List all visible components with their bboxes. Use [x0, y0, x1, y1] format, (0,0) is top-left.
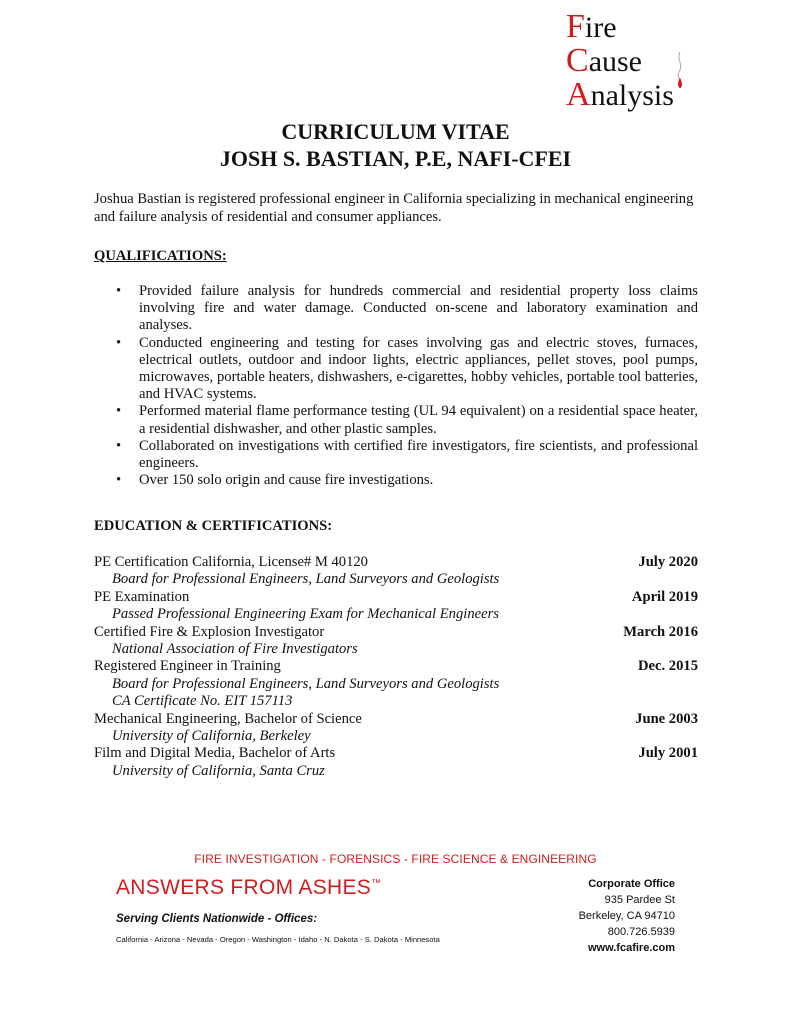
logo-letter-f: F: [566, 8, 585, 45]
logo-letter-a: A: [566, 76, 591, 113]
entry-title: Mechanical Engineering, Bachelor of Science: [94, 710, 362, 727]
logo-word-analysis: nalysis: [590, 79, 674, 112]
entry-title: PE Examination: [94, 588, 190, 605]
entry-detail: University of California, Santa Cruz: [112, 762, 325, 779]
bullet-icon: •: [116, 283, 122, 299]
entry-title: Registered Engineer in Training: [94, 658, 281, 675]
bullet-icon: •: [116, 472, 122, 489]
intro-paragraph: Joshua Bastian is registered professional engineer in California specializing in mechanical engineering and failure analysis of residential and consumer appliances.: [94, 191, 694, 225]
trademark-symbol: ™: [371, 878, 382, 889]
fire-cause-analysis-logo: [566, 10, 706, 114]
list-item: • Over 150 solo origin and cause fire investigations.: [116, 472, 434, 489]
education-list: [94, 554, 698, 780]
entry-date: Dec. 2015: [638, 658, 698, 675]
entry-title: Certified Fire & Explosion Investigator: [94, 623, 325, 640]
corporate-phone: 800.726.5939: [607, 926, 675, 938]
list-item: • Collaborated on investigations with certified fire investigators, fire scientists, and professional engineers.: [116, 437, 698, 472]
education-heading: EDUCATION & CERTIFICATIONS:: [94, 518, 333, 534]
logo-letter-c: C: [566, 42, 589, 79]
entry-detail: University of California, Berkeley: [112, 728, 311, 745]
candidate-name: JOSH S. BASTIAN, P.E, NAFI-CFEI: [219, 146, 572, 171]
corporate-website: www.fcafire.com: [587, 942, 675, 954]
education-entry: [94, 624, 698, 659]
entry-date: July 2020: [638, 554, 698, 570]
bullet-icon: •: [116, 403, 122, 420]
serving-clients-text: Serving Clients Nationwide - Offices:: [116, 913, 318, 925]
answers-from-ashes-slogan: ANSWERS FROM ASHES™: [116, 876, 382, 899]
education-entry: [94, 658, 698, 710]
entry-detail: Passed Professional Engineering Exam for Mechanical Engineers: [112, 606, 499, 623]
education-entry: [94, 589, 698, 624]
logo-word-fire: ire: [584, 11, 617, 44]
list-item: • Performed material flame performance testing (UL 94 equivalent) on a residential space heater, a residential dishwasher, and other plastic samples.: [116, 403, 698, 437]
office-states-list: California - Arizona - Nevada - Oregon - Washington - Idaho - N. Dakota - S. Dakota - Minnesota: [116, 935, 440, 944]
entry-date: June 2003: [635, 710, 698, 727]
education-entry: [94, 554, 698, 589]
entry-date: July 2001: [638, 745, 698, 762]
entry-title: PE Certification California, License# M 40120: [94, 554, 368, 570]
corporate-city: Berkeley, CA 94710: [578, 910, 675, 922]
entry-title: Film and Digital Media, Bachelor of Arts: [94, 745, 336, 762]
entry-detail: CA Certificate No. EIT 157113: [112, 693, 293, 710]
education-entry: [94, 711, 698, 746]
qualifications-list: [94, 283, 698, 489]
entry-date: March 2016: [623, 623, 698, 640]
qualifications-heading: QUALIFICATIONS:: [94, 248, 227, 264]
entry-detail: Board for Professional Engineers, Land Surveyors and Geologists: [112, 675, 500, 692]
corporate-office-block: [555, 876, 675, 956]
document-title: CURRICULUM VITAE: [281, 119, 510, 144]
corporate-street: 935 Pardee St: [604, 894, 675, 906]
corporate-office-title: Corporate Office: [588, 878, 675, 890]
entry-detail: National Association of Fire Investigators: [112, 641, 358, 658]
flame-icon: [674, 50, 686, 90]
bullet-icon: •: [116, 437, 122, 454]
entry-date: April 2019: [631, 588, 698, 605]
education-entry: [94, 745, 698, 780]
footer-tagline: FIRE INVESTIGATION - FORENSICS - FIRE SCIENCE & ENGINEERING: [194, 852, 597, 866]
logo-word-cause: ause: [588, 45, 642, 78]
entry-detail: Board for Professional Engineers, Land Surveyors and Geologists: [112, 571, 500, 588]
list-item: • Provided failure analysis for hundreds commercial and residential property loss claims involving fire and water damage. Conducted on-scene and laboratory examination and analyses.: [116, 283, 698, 334]
list-item: • Conducted engineering and testing for cases involving gas and electric stoves, furnaces, electrical outlets, outdoor and indoor lights, electric appliances, pellet stoves, pool pumps, microwaves, portable heaters, dishwashers, e-cigarettes, hobby vehicles, portable tool batteries, and HVAC systems.: [116, 334, 698, 403]
bullet-icon: •: [116, 334, 122, 351]
